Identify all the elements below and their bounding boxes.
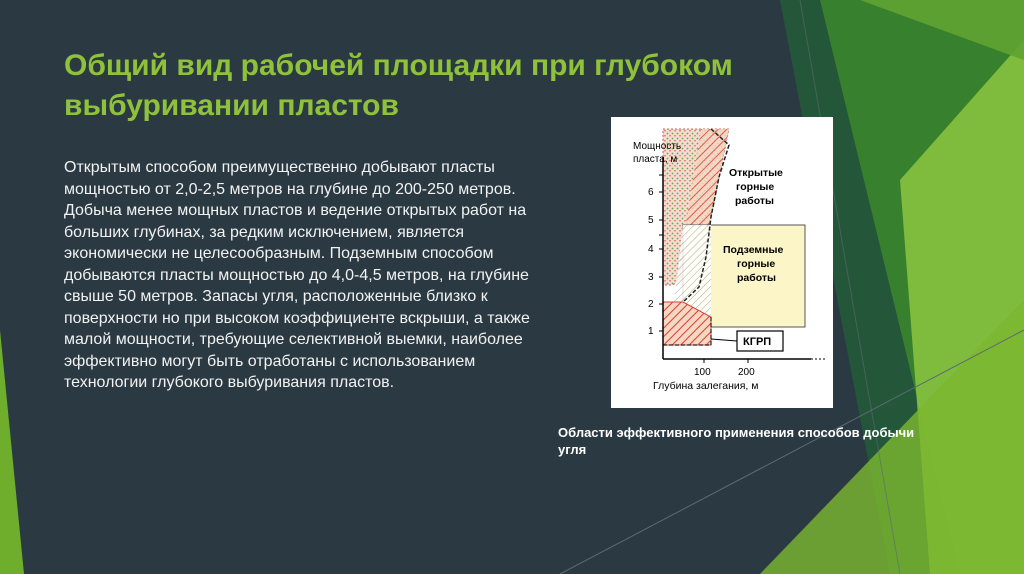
x-tick-200: 200 xyxy=(738,367,755,378)
figure-caption: Области эффективного применения способов добычи угля xyxy=(558,425,915,457)
x-axis-label: Глубина залегания, м xyxy=(653,380,759,392)
x-tick-100: 100 xyxy=(694,367,711,378)
y-tick-1: 1 xyxy=(648,326,654,337)
svg-text:КГРП: КГРП xyxy=(743,336,772,348)
y-tick-2: 2 xyxy=(648,299,654,310)
body-paragraph: Открытым способом преимущественно добывают пласты мощностью от 2,0-2,5 метров на глубине до 200-250 метров. Добыча менее мощных пластов и ведение открытых работ на больших глубинах, за редким исключением, является экономически не целесообразным. Подземным способом добываются пласты мощностью до 4,0-4,5 метров, на глубине свыше 50 метров. Запасы угля, расположенные близко к поверхности но при высоком коэффициенте вскрыши, а также малой мощности, требующие селективной выемки, наиболее эффективно могут быть отработаны с использованием технологии глубокого выбуривания пластов. xyxy=(64,159,530,391)
svg-text:работы: работы xyxy=(737,272,777,284)
figure-svg xyxy=(611,117,833,408)
svg-text:горные: горные xyxy=(737,258,776,270)
y-axis-label-line1: Мощность xyxy=(633,141,682,152)
svg-text:Подземные: Подземные xyxy=(723,244,784,256)
y-axis-label-line2: пласта, м xyxy=(633,154,678,165)
y-tick-6: 6 xyxy=(648,187,654,198)
svg-text:работы: работы xyxy=(735,195,775,207)
svg-text:Открытые: Открытые xyxy=(729,167,783,179)
slide-title: Общий вид рабочей площадки при глубоком выбуривании пластов xyxy=(64,49,733,122)
open-pit-label xyxy=(725,165,789,211)
mining-methods-figure xyxy=(611,117,833,408)
svg-text:горные: горные xyxy=(736,181,775,193)
y-tick-5: 5 xyxy=(648,215,654,226)
kgrp-label xyxy=(711,331,783,351)
y-tick-4: 4 xyxy=(648,244,654,255)
y-tick-3: 3 xyxy=(648,272,654,283)
bg-green-shape-left xyxy=(0,330,24,574)
y-ticks xyxy=(648,175,663,337)
